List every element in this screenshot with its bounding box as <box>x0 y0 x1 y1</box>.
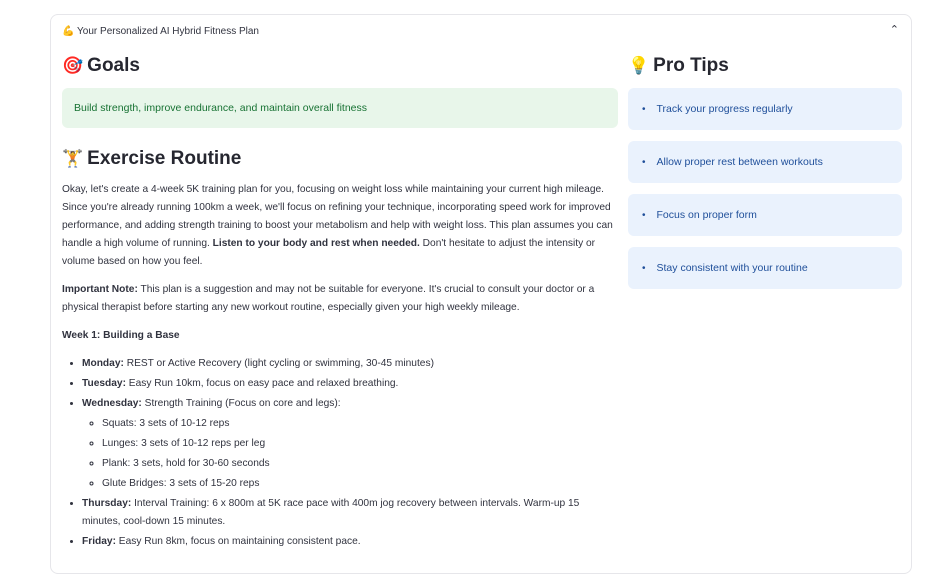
goals-heading <box>62 52 618 80</box>
expander-header[interactable] <box>51 15 911 49</box>
list-item <box>82 533 618 551</box>
strength-list <box>82 415 618 493</box>
list-item: ◦ Lunges: 3 sets of 10-12 reps per leg <box>102 435 618 453</box>
intro-text-end: Don't hesitate to adjust the intensity or volume based on how you feel. <box>62 238 596 267</box>
tips-column <box>628 52 902 300</box>
tips-list <box>628 88 902 289</box>
main-column <box>62 52 618 553</box>
expander-title: 💪 Your Personalized AI Hybrid Fitness Plan <box>62 26 259 37</box>
day-list <box>62 355 618 551</box>
tip-text: Stay consistent with your routine <box>656 262 808 274</box>
week-heading <box>62 327 618 345</box>
weight-lifter-icon: 🏋️ <box>62 149 84 168</box>
note-label: Important Note: <box>62 284 138 295</box>
list-item: ◦ Glute Bridges: 3 sets of 15-20 reps <box>102 475 618 493</box>
bullet-icon: • <box>642 262 646 274</box>
lightbulb-icon: 💡 <box>628 56 650 75</box>
day-label: Tuesday: <box>82 378 126 389</box>
day-text: Easy Run 8km, focus on maintaining consistent pace. <box>115 536 361 547</box>
tip-item <box>628 88 902 130</box>
tip-text: Track your progress regularly <box>656 103 793 115</box>
day-text: REST or Active Recovery (light cycling or swimming, 30-45 minutes) <box>123 358 434 369</box>
goals-heading-text: Goals <box>87 55 140 76</box>
routine-heading <box>62 145 618 173</box>
list-item <box>82 375 618 393</box>
week-heading-text: Week 1: Building a Base <box>62 330 180 341</box>
routine-content <box>62 181 618 551</box>
day-label: Friday: <box>82 536 116 547</box>
tips-heading <box>628 52 902 80</box>
bullet-icon: • <box>642 156 646 168</box>
list-item <box>82 395 618 493</box>
intro-bold: Listen to your body and rest when needed. <box>212 238 420 249</box>
important-note <box>62 281 618 317</box>
goals-box: Build strength, improve endurance, and maintain overall fitness <box>62 88 618 128</box>
list-item: ◦ Plank: 3 sets, hold for 30-60 seconds <box>102 455 618 473</box>
day-label: Wednesday: <box>82 398 142 409</box>
chevron-up-icon[interactable]: ⌃ <box>889 24 899 36</box>
routine-intro <box>62 181 618 271</box>
bullet-icon: • <box>642 103 646 115</box>
day-label: Thursday: <box>82 498 132 509</box>
list-item <box>82 355 618 373</box>
day-text: Strength Training (Focus on core and legs): <box>141 398 341 409</box>
note-text: This plan is a suggestion and may not be suitable for everyone. It's crucial to consult your doctor or a physical therapist before starting any new workout routine, especially given your high weekly mileage. <box>62 284 595 313</box>
tip-item <box>628 194 902 236</box>
day-label: Monday: <box>82 358 124 369</box>
target-icon: 🎯 <box>62 56 84 75</box>
day-text: Easy Run 10km, focus on easy pace and relaxed breathing. <box>125 378 399 389</box>
bullet-icon: • <box>642 209 646 221</box>
list-item <box>82 495 618 531</box>
day-text: Interval Training: 6 x 800m at 5K race pace with 400m jog recovery between intervals. Warm-up 15 minutes, cool-down 15 minutes. <box>82 498 580 527</box>
routine-heading-text: Exercise Routine <box>87 148 242 169</box>
tip-text: Allow proper rest between workouts <box>656 156 823 168</box>
intro-text: Okay, let's create a 4-week 5K training plan for you, focusing on weight loss while maintaining your current high mileage. Since you're already running 100km a week, we'll focus on refining your technique, incorporating speed work for improved performance, and adding strength training to boost your metabolism and help with weight loss. This plan assumes you can handle a high volume of running. <box>62 184 613 249</box>
list-item: ◦ Squats: 3 sets of 10-12 reps <box>102 415 618 433</box>
tip-item <box>628 247 902 289</box>
tip-text: Focus on proper form <box>656 209 757 221</box>
tips-heading-text: Pro Tips <box>653 55 729 76</box>
tip-item <box>628 141 902 183</box>
